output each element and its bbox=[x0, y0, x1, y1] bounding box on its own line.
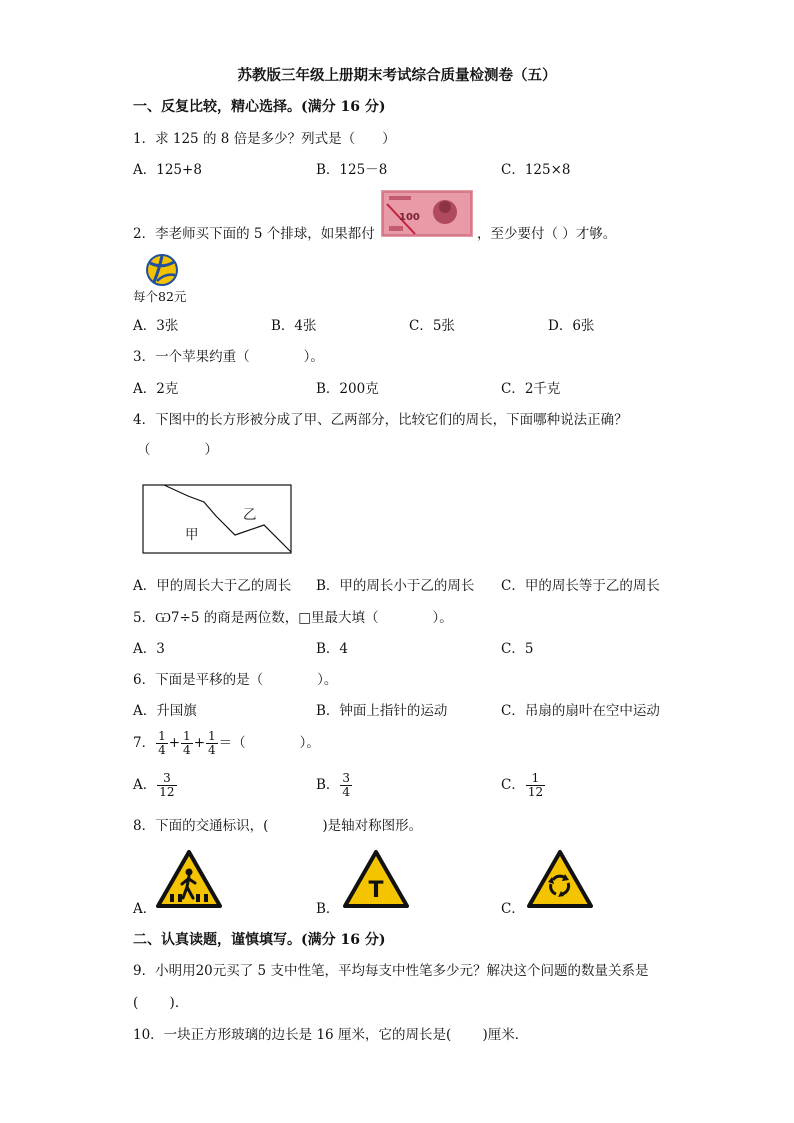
q7-option-b-fraction bbox=[340, 772, 352, 798]
banknote-value: 100 bbox=[399, 212, 420, 223]
section-heading-1: 一、反复比较，精心选择。(满分 16 分) bbox=[133, 99, 386, 115]
q7-fraction-2-num: 1 bbox=[183, 729, 191, 743]
q7-option-b bbox=[316, 772, 353, 798]
volleyball-icon bbox=[145, 253, 179, 287]
question-9-line2: ( )． bbox=[133, 995, 189, 1011]
q7-fraction-3-den: 4 bbox=[208, 742, 216, 757]
q2-option-a: A．3张 bbox=[133, 318, 179, 334]
q7-option-c-label: C． bbox=[501, 777, 525, 793]
label-jia: 甲 bbox=[185, 527, 199, 543]
question-5: 5．Ѡ7÷5 的商是两位数，□里最大填（ ）。 bbox=[133, 610, 453, 626]
question-10: 10．一块正方形玻璃的边长是 16 厘米，它的周长是( )厘米． bbox=[133, 1027, 529, 1043]
question-7 bbox=[133, 730, 320, 756]
q7-fraction-2-den: 4 bbox=[183, 742, 191, 757]
q2-option-d: D．6张 bbox=[548, 318, 595, 334]
rectangle-split-diagram bbox=[142, 484, 294, 556]
q7-prefix: 7． bbox=[133, 735, 156, 751]
ball-price-caption: 每个82元 bbox=[133, 289, 187, 304]
section-heading-2: 二、认真读题，谨慎填写。(满分 16 分) bbox=[133, 932, 386, 948]
q2-option-c: C．5张 bbox=[409, 318, 455, 334]
q4-option-b: B．甲的周长小于乙的周长 bbox=[316, 578, 475, 594]
q7-plus-1: + bbox=[168, 735, 181, 751]
q7-option-b-num: 3 bbox=[342, 771, 351, 785]
q7-option-c bbox=[501, 772, 546, 798]
t-junction-sign-icon bbox=[343, 850, 409, 908]
sign-t-letter: T bbox=[368, 878, 384, 903]
q3-option-c: C．2千克 bbox=[501, 381, 561, 397]
q7-plus-2: + bbox=[193, 735, 205, 751]
q8-option-b: B． bbox=[316, 901, 340, 917]
q5-option-c: C．5 bbox=[501, 641, 534, 657]
q7-fraction-2 bbox=[181, 730, 193, 756]
q7-equals: ＝（ ）。 bbox=[218, 735, 320, 751]
label-yi: 乙 bbox=[243, 507, 257, 523]
question-3: 3．一个苹果约重（ ）。 bbox=[133, 349, 324, 365]
q7-option-a-fraction bbox=[157, 772, 176, 798]
banknote-100-image bbox=[381, 190, 473, 237]
question-9: 9．小明用20元买了 5 支中性笔，平均每支中性笔多少元？解决这个问题的数量关系是 bbox=[133, 963, 649, 979]
q8-option-c: C． bbox=[501, 901, 525, 917]
q7-option-c-fraction bbox=[526, 772, 545, 798]
q1-option-b: B．125－8 bbox=[316, 162, 388, 178]
q5-option-b: B．4 bbox=[316, 641, 349, 657]
question-2-part1: 2．李老师买下面的 5 个排球，如果都付 bbox=[133, 226, 375, 242]
question-4: 4．下图中的长方形被分成了甲、乙两部分，比较它们的周长，下面哪种说法正确？ bbox=[133, 412, 628, 428]
q7-option-a-den: 12 bbox=[159, 784, 175, 799]
q3-option-b: B．200克 bbox=[316, 381, 379, 397]
q7-option-a-num: 3 bbox=[163, 771, 171, 785]
roundabout-sign-icon bbox=[527, 850, 593, 908]
q6-option-c: C．吊扇的扇叶在空中运动 bbox=[501, 703, 660, 719]
q1-option-a: A．125+8 bbox=[133, 162, 202, 178]
page-title: 苏教版三年级上册期末考试综合质量检测卷（五） bbox=[237, 67, 557, 84]
q7-option-a bbox=[133, 772, 178, 798]
question-8: 8．下面的交通标识，( )是轴对称图形。 bbox=[133, 818, 423, 834]
q7-option-c-num: 1 bbox=[531, 771, 540, 785]
q8-option-a: A． bbox=[133, 901, 157, 917]
q7-option-b-den: 4 bbox=[342, 784, 351, 799]
q7-fraction-1-den: 4 bbox=[158, 742, 166, 757]
question-4-blank: （ ） bbox=[137, 442, 218, 458]
q7-option-a-label: A． bbox=[133, 777, 157, 793]
q5-option-a: A．3 bbox=[133, 641, 165, 657]
q7-option-c-den: 12 bbox=[527, 784, 544, 799]
q7-fraction-1 bbox=[156, 730, 168, 756]
question-1: 1．求 125 的 8 倍是多少？列式是（ ） bbox=[133, 131, 396, 147]
q7-fraction-3 bbox=[206, 730, 218, 756]
q7-fraction-3-num: 1 bbox=[208, 729, 216, 743]
q7-fraction-1-num: 1 bbox=[158, 729, 166, 743]
q6-option-a: A．升国旗 bbox=[133, 703, 197, 719]
q2-option-b: B．4张 bbox=[271, 318, 317, 334]
question-6: 6．下面是平移的是（ ）。 bbox=[133, 672, 338, 688]
question-2-part2: ，至少要付（ ）才够。 bbox=[477, 226, 617, 242]
q3-option-a: A．2克 bbox=[133, 381, 179, 397]
q6-option-b: B．钟面上指针的运动 bbox=[316, 703, 448, 719]
q4-option-c: C．甲的周长等于乙的周长 bbox=[501, 578, 660, 594]
q4-option-a: A．甲的周长大于乙的周长 bbox=[133, 578, 292, 594]
q7-option-b-label: B． bbox=[316, 777, 340, 793]
pedestrian-crossing-sign-icon bbox=[156, 850, 222, 908]
q1-option-c: C．125×8 bbox=[501, 162, 571, 178]
